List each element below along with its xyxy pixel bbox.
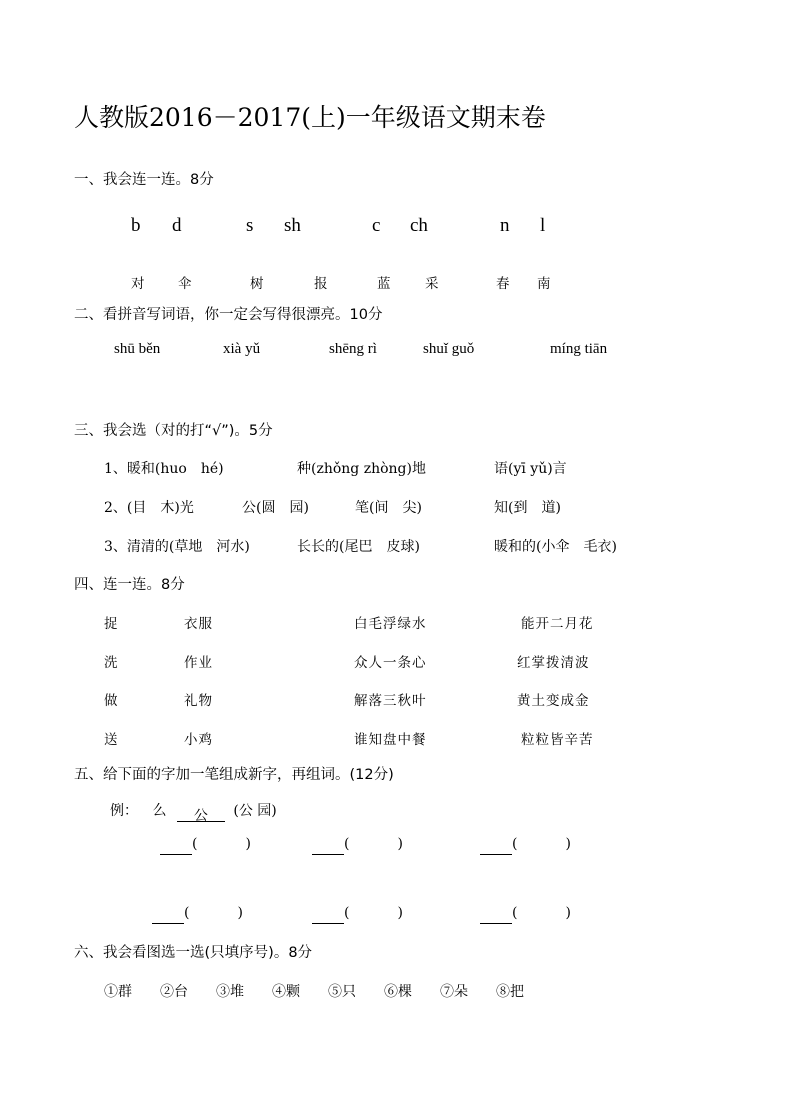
pinyin-2: xià yǔ [223,341,261,357]
answer-slot-2 [312,833,403,855]
match-mid-4: 小鸡 [184,732,213,748]
q3-1-c: 语(yī yǔ)言 [494,461,567,477]
match-phrase2-1: 能开二月花 [521,616,594,632]
char-2: 伞 [178,276,193,292]
pinyin-4: shuǐ guǒ [423,341,475,357]
option-7: ⑦朵 [440,984,468,1000]
match-left-4: 送 [104,732,119,748]
option-2: ②台 [160,984,188,1000]
answer-blank-3[interactable] [480,838,512,855]
q3-3-b: 长长的(尾巴 皮球) [297,539,420,555]
example-word: (公 园) [233,803,277,819]
match-mid-3: 礼物 [184,693,213,709]
char-7: 春 [496,276,511,292]
option-6: ⑥棵 [384,984,412,1000]
match-phrase1-3: 解落三秋叶 [354,693,427,709]
q3-1-b: 种(zhǒng zhòng)地 [297,461,426,477]
q3-2-a: 2、(目 木)光 [104,500,194,516]
paren-close: ) [565,905,571,921]
section-6-heading: 六、我会看图选一选(只填序号)。8分 [74,945,313,961]
phoneme-b: b [131,215,141,236]
match-left-3: 做 [104,693,119,709]
phoneme-s: s [246,215,254,236]
example-answer: 公 [177,805,225,822]
section-2-heading: 二、看拼音写词语，你一定会写得很漂亮。10分 [74,307,383,323]
answer-blank-2[interactable] [312,838,344,855]
paren-close: ) [565,836,571,852]
pinyin-1: shū běn [114,341,161,357]
example-row [110,800,277,822]
answer-slot-3 [480,833,571,855]
phoneme-l: l [540,215,546,236]
q3-2-b: 公(圆 园) [242,500,309,516]
pinyin-3: shēng rì [329,341,377,357]
match-left-2: 洗 [104,655,119,671]
example-char: 么 [152,803,167,819]
paren-close: ) [397,836,403,852]
option-3: ③堆 [216,984,244,1000]
answer-blank-4[interactable] [152,907,184,924]
paren-open: ( [512,905,518,921]
answer-slot-5 [312,902,403,924]
char-8: 南 [537,276,552,292]
paren-close: ) [245,836,251,852]
phoneme-ch: ch [410,215,428,236]
phoneme-sh: sh [284,215,301,236]
option-1: ①群 [104,984,132,1000]
option-5: ⑤只 [328,984,356,1000]
char-6: 采 [425,276,440,292]
pinyin-5: míng tiān [550,341,608,357]
paren-open: ( [184,905,190,921]
answer-slot-4 [152,902,243,924]
q3-3-a: 3、清清的(草地 河水) [104,539,250,555]
match-phrase1-4: 谁知盘中餐 [354,732,427,748]
char-4: 报 [314,276,329,292]
match-mid-2: 作业 [184,655,213,671]
match-phrase2-4: 粒粒皆辛苦 [521,732,594,748]
answer-slot-1 [160,833,251,855]
paren-open: ( [344,836,350,852]
section-1-heading: 一、我会连一连。8分 [74,172,214,188]
char-3: 树 [250,276,265,292]
match-phrase1-2: 众人一条心 [354,655,427,671]
q3-2-d: 知(到 道) [494,500,561,516]
option-4: ④颗 [272,984,300,1000]
match-mid-1: 衣服 [184,616,213,632]
section-3-heading: 三、我会选（对的打“√”)。5分 [74,423,273,439]
answer-blank-5[interactable] [312,907,344,924]
q3-2-c: 笔(间 尖) [355,500,422,516]
paren-open: ( [512,836,518,852]
q3-1-a: 1、暖和(huo hé) [104,461,224,477]
answer-slot-6 [480,902,571,924]
match-phrase2-2: 红掌拨清波 [517,655,590,671]
match-phrase1-1: 白毛浮绿水 [354,616,427,632]
match-phrase2-3: 黄土变成金 [517,693,590,709]
paren-open: ( [344,905,350,921]
char-1: 对 [131,276,146,292]
phoneme-n: n [500,215,510,236]
example-label: 例： [110,803,138,819]
section-4-heading: 四、连一连。8分 [74,577,185,593]
answer-blank-6[interactable] [480,907,512,924]
phoneme-c: c [372,215,381,236]
q3-3-c: 暖和的(小伞 毛衣) [494,539,617,555]
page-title: 人教版2016－2017(上)一年级语文期末卷 [74,103,546,132]
paren-close: ) [397,905,403,921]
section-5-heading: 五、给下面的字加一笔组成新字，再组词。(12分) [74,767,394,783]
option-8: ⑧把 [496,984,524,1000]
answer-blank-1[interactable] [160,838,192,855]
match-left-1: 捉 [104,616,119,632]
paren-open: ( [192,836,198,852]
phoneme-d: d [172,215,182,236]
paren-close: ) [237,905,243,921]
char-5: 蓝 [377,276,392,292]
